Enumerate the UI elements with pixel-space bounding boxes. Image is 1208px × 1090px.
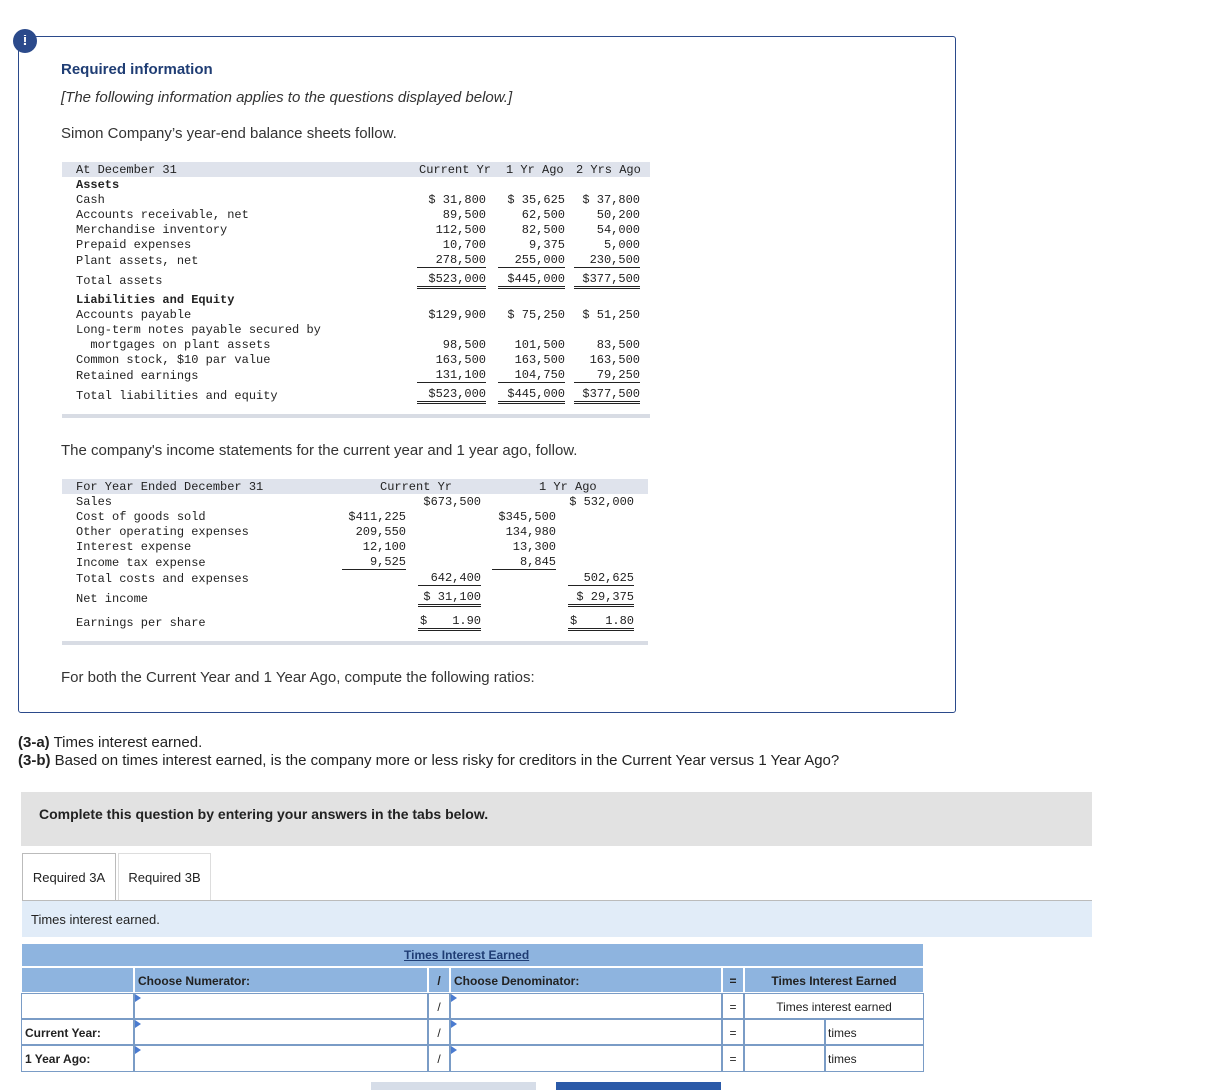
common-stock-value: 163,500 bbox=[514, 353, 565, 367]
balance-footer-bar bbox=[62, 414, 650, 418]
asset-value: 54,000 bbox=[596, 223, 640, 237]
total-le-value: $445,000 bbox=[498, 387, 565, 404]
col-1yr-ago: 1 Yr Ago bbox=[539, 480, 597, 494]
total-le-value: $523,000 bbox=[417, 387, 486, 404]
question-3b-text: Based on times interest earned, is the company more or less risky for creditors in the Current Year versus 1 Year Ago? bbox=[50, 752, 840, 769]
row-label-1-year-ago: 1 Year Ago: bbox=[21, 1045, 134, 1072]
dropdown-arrow-icon bbox=[451, 1046, 457, 1054]
retained-earnings-value: 131,100 bbox=[417, 368, 486, 383]
sales-label: Sales bbox=[76, 495, 113, 509]
asset-label: Cash bbox=[76, 193, 105, 207]
question-3a-label: (3-a) bbox=[18, 734, 50, 751]
balance-intro: Simon Company’s year-end balance sheets follow. bbox=[61, 125, 397, 142]
ratios-intro: For both the Current Year and 1 Year Ago, compute the following ratios: bbox=[61, 669, 535, 686]
total-assets-value: $377,500 bbox=[574, 272, 640, 289]
prev-button[interactable] bbox=[371, 1082, 536, 1090]
asset-value: $ 31,800 bbox=[428, 193, 486, 207]
balance-header-label: At December 31 bbox=[76, 163, 177, 177]
accounts-payable-label: Accounts payable bbox=[76, 308, 192, 322]
retained-earnings-value: 104,750 bbox=[498, 368, 565, 383]
income-statement-table bbox=[62, 479, 648, 647]
eps-prior: 1.80 bbox=[568, 614, 634, 631]
tab-required-3a[interactable]: Required 3A bbox=[22, 853, 116, 900]
grid-header-empty bbox=[21, 967, 134, 993]
accounts-payable-value: $ 75,250 bbox=[507, 308, 565, 322]
dropdown-arrow-icon bbox=[135, 1046, 141, 1054]
numerator-select[interactable] bbox=[134, 993, 428, 1019]
net-income-label: Net income bbox=[76, 592, 149, 606]
tab-panel-text: Times interest earned. bbox=[31, 912, 160, 927]
next-button[interactable] bbox=[556, 1082, 721, 1090]
accounts-payable-value: $129,900 bbox=[428, 308, 486, 322]
expense-current: 9,525 bbox=[342, 555, 406, 570]
total-assets-value: $445,000 bbox=[498, 272, 565, 289]
total-le-label: Total liabilities and equity bbox=[76, 389, 278, 403]
col-2yrs-ago: 2 Yrs Ago bbox=[576, 163, 641, 177]
eps-current-sign: $ bbox=[420, 614, 428, 628]
asset-label: Accounts receivable, net bbox=[76, 208, 249, 222]
assets-heading: Assets bbox=[76, 178, 120, 192]
dropdown-arrow-icon bbox=[451, 1020, 457, 1028]
divide-symbol: / bbox=[428, 1045, 450, 1072]
equals-symbol: = bbox=[722, 993, 744, 1019]
expense-current: 209,550 bbox=[355, 525, 406, 539]
expense-prior: 8,845 bbox=[492, 555, 556, 570]
alert-icon: ! bbox=[13, 29, 37, 53]
equals-symbol: = bbox=[722, 967, 744, 993]
complete-banner bbox=[21, 792, 1092, 846]
asset-value: 230,500 bbox=[574, 253, 640, 268]
divide-symbol: / bbox=[428, 993, 450, 1019]
common-stock-value: 163,500 bbox=[589, 353, 640, 367]
notes-payable-label-2: mortgages on plant assets bbox=[76, 338, 271, 352]
asset-value: $ 35,625 bbox=[507, 193, 565, 207]
grid-title: Times Interest Earned bbox=[404, 948, 530, 962]
income-header-label: For Year Ended December 31 bbox=[76, 480, 264, 494]
complete-text: Complete this question by entering your answers in the tabs below. bbox=[39, 806, 489, 822]
notes-payable-value: 98,500 bbox=[442, 338, 486, 352]
denominator-select[interactable] bbox=[450, 1019, 722, 1045]
expense-current: 12,100 bbox=[362, 540, 406, 554]
asset-value: 5,000 bbox=[603, 238, 640, 252]
total-le-value: $377,500 bbox=[574, 387, 640, 404]
asset-label: Plant assets, net bbox=[76, 254, 199, 268]
net-income-current: $ 31,100 bbox=[418, 590, 481, 607]
answer-grid bbox=[21, 943, 924, 1072]
denominator-select[interactable] bbox=[450, 993, 722, 1019]
result-input-1-year-ago[interactable] bbox=[744, 1045, 825, 1072]
dropdown-arrow-icon bbox=[451, 994, 457, 1002]
tab-panel-header bbox=[22, 901, 1092, 937]
asset-label: Merchandise inventory bbox=[76, 223, 228, 237]
total-assets-value: $523,000 bbox=[417, 272, 486, 289]
retained-earnings-label: Retained earnings bbox=[76, 369, 199, 383]
result-label: Times interest earned bbox=[744, 993, 924, 1019]
result-header: Times Interest Earned bbox=[744, 967, 924, 993]
common-stock-label: Common stock, $10 par value bbox=[76, 353, 271, 367]
total-costs-prior: 502,625 bbox=[568, 571, 634, 586]
asset-value: 278,500 bbox=[417, 253, 486, 268]
notes-payable-value: 101,500 bbox=[514, 338, 565, 352]
net-income-prior: $ 29,375 bbox=[568, 590, 634, 607]
asset-value: $ 37,800 bbox=[582, 193, 640, 207]
expense-label: Other operating expenses bbox=[76, 525, 249, 539]
accounts-payable-value: $ 51,250 bbox=[582, 308, 640, 322]
common-stock-value: 163,500 bbox=[435, 353, 486, 367]
info-note: [The following information applies to the questions displayed below.] bbox=[61, 89, 513, 106]
eps-prior-sign: $ bbox=[570, 614, 578, 628]
notes-payable-value: 83,500 bbox=[596, 338, 640, 352]
equals-symbol: = bbox=[722, 1045, 744, 1072]
unit-label: times bbox=[825, 1045, 924, 1072]
expense-label: Cost of goods sold bbox=[76, 510, 206, 524]
liabilities-heading: Liabilities and Equity bbox=[76, 293, 235, 307]
asset-value: 255,000 bbox=[498, 253, 565, 268]
eps-current: 1.90 bbox=[418, 614, 481, 631]
row-label bbox=[21, 993, 134, 1019]
notes-payable-label: Long-term notes payable secured by bbox=[76, 323, 321, 337]
divide-symbol: / bbox=[428, 967, 450, 993]
total-assets-label: Total assets bbox=[76, 274, 163, 288]
sales-current: $673,500 bbox=[423, 495, 481, 509]
total-costs-current: 642,400 bbox=[418, 571, 481, 586]
result-input-current-year[interactable] bbox=[744, 1019, 825, 1045]
numerator-select[interactable] bbox=[134, 1045, 428, 1072]
asset-value: 82,500 bbox=[521, 223, 565, 237]
balance-sheet-table bbox=[62, 162, 650, 420]
expense-prior: 13,300 bbox=[512, 540, 556, 554]
question-3b-label: (3-b) bbox=[18, 752, 51, 769]
expense-label: Income tax expense bbox=[76, 556, 206, 570]
asset-label: Prepaid expenses bbox=[76, 238, 192, 252]
asset-value: 10,700 bbox=[442, 238, 486, 252]
divide-symbol: / bbox=[428, 1019, 450, 1045]
denominator-header: Choose Denominator: bbox=[450, 967, 722, 993]
expense-prior: 134,980 bbox=[505, 525, 556, 539]
total-costs-label: Total costs and expenses bbox=[76, 572, 249, 586]
question-3b bbox=[18, 752, 839, 769]
expense-label: Interest expense bbox=[76, 540, 192, 554]
dropdown-arrow-icon bbox=[135, 994, 141, 1002]
expense-prior: $345,500 bbox=[498, 510, 556, 524]
asset-value: 89,500 bbox=[442, 208, 486, 222]
dropdown-arrow-icon bbox=[135, 1020, 141, 1028]
question-3a bbox=[18, 734, 202, 751]
col-1yr-ago: 1 Yr Ago bbox=[506, 163, 564, 177]
numerator-header: Choose Numerator: bbox=[134, 967, 428, 993]
asset-value: 9,375 bbox=[528, 238, 565, 252]
tab-required-3b[interactable]: Required 3B bbox=[118, 853, 211, 900]
income-footer-bar bbox=[62, 641, 648, 645]
income-intro: The company's income statements for the current year and 1 year ago, follow. bbox=[61, 442, 578, 459]
required-info-title: Required information bbox=[61, 61, 213, 78]
question-3a-text: Times interest earned. bbox=[49, 734, 203, 751]
denominator-select[interactable] bbox=[450, 1045, 722, 1072]
asset-value: 50,200 bbox=[596, 208, 640, 222]
expense-current: $411,225 bbox=[348, 510, 406, 524]
equals-symbol: = bbox=[722, 1019, 744, 1045]
numerator-select[interactable] bbox=[134, 1019, 428, 1045]
unit-label: times bbox=[825, 1019, 924, 1045]
retained-earnings-value: 79,250 bbox=[574, 368, 640, 383]
col-current-yr: Current Yr bbox=[380, 480, 453, 494]
asset-value: 112,500 bbox=[435, 223, 486, 237]
asset-value: 62,500 bbox=[521, 208, 565, 222]
row-label-current-year: Current Year: bbox=[21, 1019, 134, 1045]
col-current-yr: Current Yr bbox=[419, 163, 492, 177]
eps-label: Earnings per share bbox=[76, 616, 206, 630]
sales-prior: $ 532,000 bbox=[569, 495, 634, 509]
